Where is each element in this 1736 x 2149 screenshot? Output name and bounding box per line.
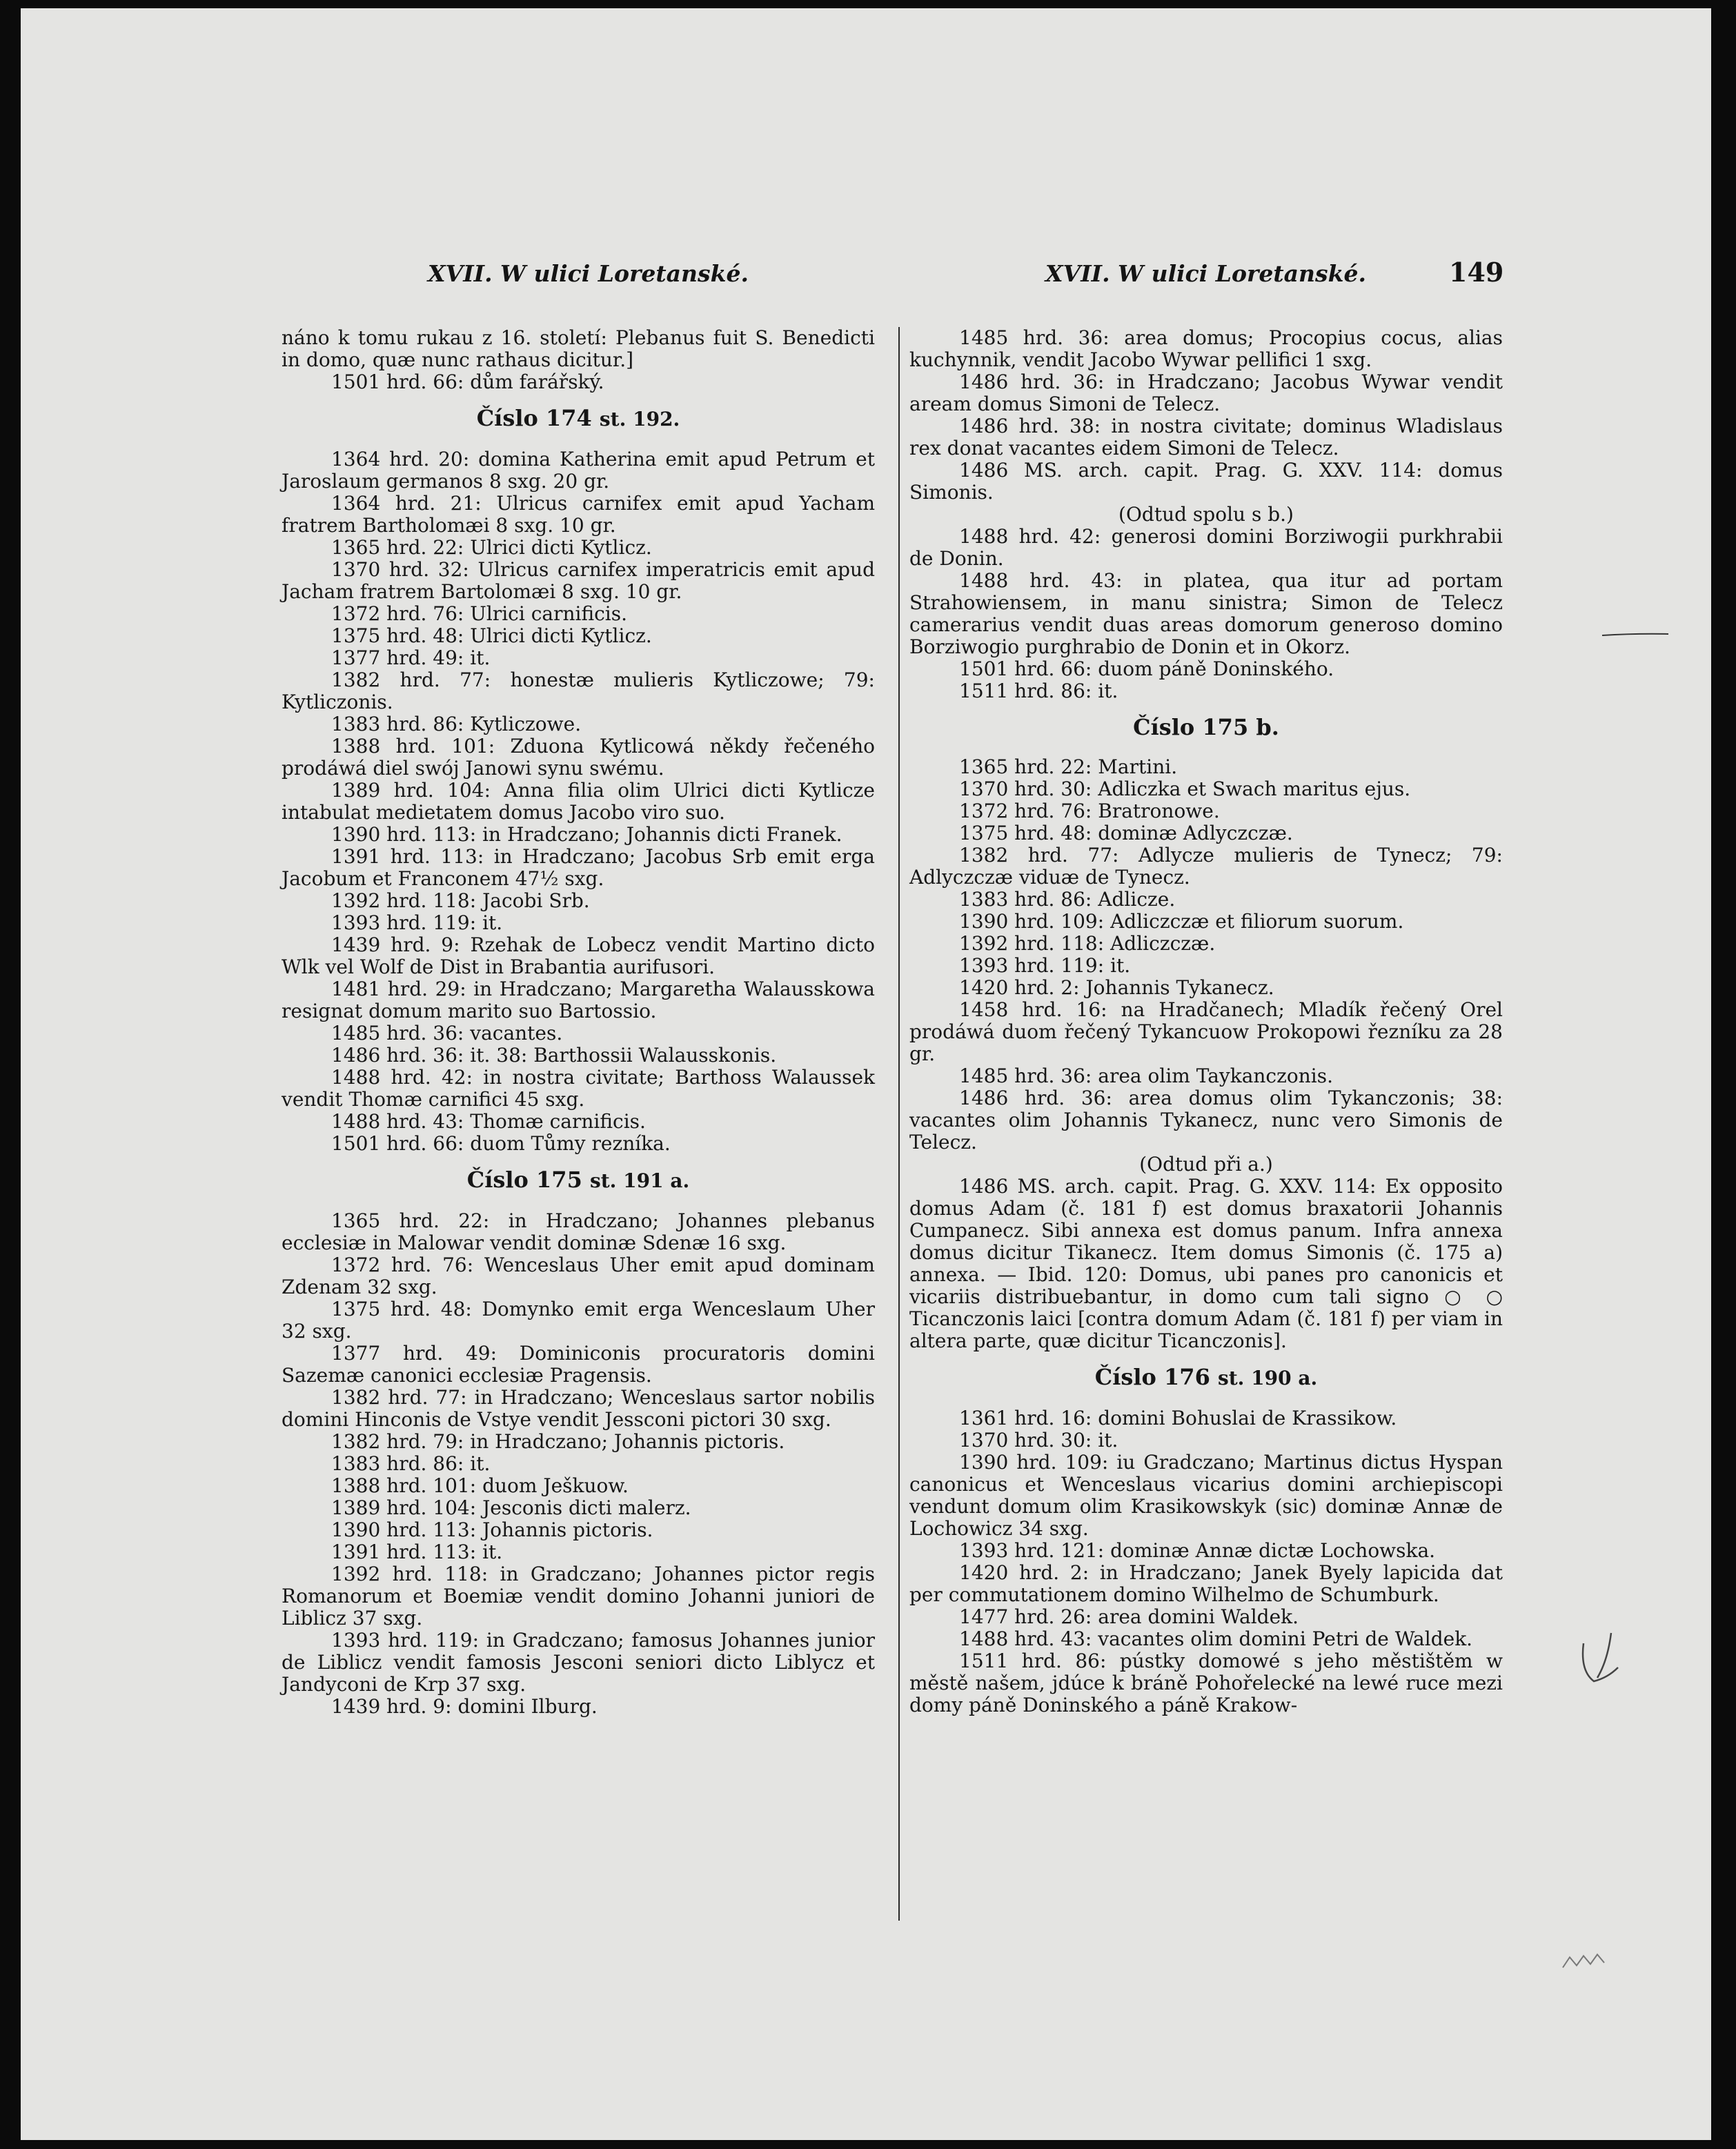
pencil-mark-icon	[1601, 633, 1670, 637]
entry: 1365 hrd. 22: in Hradczano; Johannes plebanus ecclesiæ in Malowar vendit dominæ Sdenæ 16 sxg.	[282, 1209, 875, 1254]
entry: 1375 hrd. 48: Domynko emit erga Wenceslaum Uher 32 sxg.	[282, 1298, 875, 1343]
left-column	[282, 327, 875, 1718]
entry: 1370 hrd. 30: it.	[959, 1429, 1118, 1452]
entry: 1372 hrd. 76: Ulrici carnificis.	[331, 602, 628, 625]
entry: 1365 hrd. 22: Martini.	[959, 755, 1178, 778]
entry: 1364 hrd. 20: domina Katherina emit apud Petrum et Jaroslaum germanos 8 sxg. 20 gr.	[282, 448, 875, 493]
entry: 1389 hrd. 104: Jesconis dicti malerz.	[331, 1496, 691, 1519]
entry: 1375 hrd. 48: dominæ Adlyczczæ.	[959, 822, 1293, 844]
entry: 1372 hrd. 76: Wenceslaus Uher emit apud dominam Zdenam 32 sxg.	[282, 1254, 875, 1298]
entry: 1390 hrd. 113: in Hradczano; Johannis dicti Franek.	[331, 823, 842, 846]
intro-line: 1501 hrd. 66: dům farářský.	[331, 370, 604, 393]
entry-list	[909, 327, 1503, 504]
entry: 1486 hrd. 38: in nostra civitate; dominus Wladislaus rex donat vacantes eidem Simoni de Telecz.	[909, 415, 1503, 459]
intro-line: náno k tomu rukau z 16. století: Plebanus fuit S. Benedicti in domo, quæ nunc rathaus dicitur.]	[282, 326, 875, 371]
entry: 1392 hrd. 118: Jacobi Srb.	[331, 889, 590, 912]
entry: 1377 hrd. 49: Dominiconis procuratoris domini Sazemæ canonici ecclesiæ Pragensis.	[282, 1342, 875, 1387]
entry: 1486 hrd. 36: in Hradczano; Jacobus Wywar vendit aream domus Simoni de Telecz.	[909, 370, 1503, 415]
entry: 1390 hrd. 109: iu Gradczano; Martinus dictus Hyspan canonicus et Wenceslaus vicarius domini archiepiscopi vendunt domum olim Krasikowskyk (sic) dominæ Annæ de Lochowicz 34 sxg.	[909, 1451, 1503, 1540]
running-header-right: XVII. W ulici Loretanské.	[1045, 260, 1366, 287]
entry: 1370 hrd. 32: Ulricus carnifex imperatricis emit apud Jacham fratrem Bartolomæi 8 sxg. 10 gr.	[282, 558, 875, 603]
entry: 1382 hrd. 77: Adlycze mulieris de Tynecz; 79: Adlyczczæ viduæ de Tynecz.	[909, 844, 1503, 889]
page-number: 149	[1449, 257, 1504, 288]
entry-list	[909, 756, 1503, 1153]
entry: 1383 hrd. 86: Adlicze.	[959, 888, 1176, 911]
entry: 1485 hrd. 36: vacantes.	[331, 1022, 563, 1044]
pencil-check-icon	[1570, 1630, 1632, 1699]
entry: 1375 hrd. 48: Ulrici dicti Kytlicz.	[331, 624, 652, 647]
entry: 1439 hrd. 9: domini Ilburg.	[331, 1695, 598, 1718]
column-divider	[898, 327, 900, 1921]
entry: 1365 hrd. 22: Ulrici dicti Kytlicz.	[331, 536, 652, 559]
entry: 1389 hrd. 104: Anna filia olim Ulrici dicti Kytlicze intabulat medietatem domus Jacobo viro suo.	[282, 779, 875, 824]
entry: 1393 hrd. 119: it.	[331, 911, 503, 934]
entry: 1370 hrd. 30: Adliczka et Swach maritus ejus.	[959, 778, 1411, 800]
section-heading	[282, 1169, 875, 1192]
ink-smudge-icon	[1559, 1950, 1608, 1971]
entry: 1420 hrd. 2: Johannis Tykanecz.	[959, 976, 1274, 999]
entry: 1372 hrd. 76: Bratronowe.	[959, 800, 1220, 822]
entry: 1481 hrd. 29: in Hradczano; Margaretha Walausskowa resignat domum marito suo Bartossio.	[282, 978, 875, 1022]
entry: 1393 hrd. 119: in Gradczano; famosus Johannes junior de Liblicz vendit famosis Jesconi seniori dicto Liblycz et Jandyconi de Krp 37 sxg.	[282, 1629, 875, 1696]
entry: 1488 hrd. 43: in platea, qua itur ad portam Strahowiensem, in manu sinistra; Simon de Telecz camerarius vendit duas areas domorum generoso domino Borziwogio purghrabio de Donin et in Okorz.	[909, 569, 1503, 658]
section-st: st. 190 a.	[1217, 1367, 1318, 1389]
entry: 1458 hrd. 16: na Hradčanech; Mladík řečený Orel prodáwá duom řečený Tykancuow Prokopowi řezníku za 28 gr.	[909, 998, 1503, 1065]
entry: 1361 hrd. 16: domini Bohuslai de Krassikow.	[959, 1407, 1397, 1429]
entry-list	[282, 1210, 875, 1718]
entry: 1393 hrd. 119: it.	[959, 954, 1131, 977]
right-column	[909, 327, 1503, 1716]
entry: 1364 hrd. 21: Ulricus carnifex emit apud Yacham fratrem Bartholomæi 8 sxg. 10 gr.	[282, 492, 875, 537]
entry-list	[282, 448, 875, 1155]
entry: 1501 hrd. 66: duom páně Doninského.	[959, 657, 1334, 680]
entry: 1391 hrd. 113: it.	[331, 1541, 503, 1563]
entry: 1488 hrd. 42: in nostra civitate; Barthoss Walaussek vendit Thomæ carnifici 45 sxg.	[282, 1066, 875, 1111]
section-heading	[282, 407, 875, 430]
section-title: Číslo 174	[476, 405, 592, 431]
entry: 1486 MS. arch. capit. Prag. G. XXV. 114: Ex opposito domus Adam (č. 181 f) est domus braxatorii Johannis Cumpanecz. Sibi annexa est domus panum. Infra annexa domus dicitur Tikanecz. Item domus Simonis (č. 175 a) annexa. — Ibid. 120: Domus, ubi panes pro canonicis et vicariis distribuebantur, in domo cum tali signo ○ ○ Ticanczonis laici [contra domum Adam (č. 181 f) per viam in altera parte, quæ dicitur Ticanczonis].	[909, 1175, 1503, 1352]
section-st: st. 191 a.	[589, 1169, 690, 1192]
entry: 1488 hrd. 42: generosi domini Borziwogii purkhrabii de Donin.	[909, 525, 1503, 570]
entry: 1488 hrd. 43: Thomæ carnificis.	[331, 1110, 646, 1133]
section-heading	[909, 1366, 1503, 1389]
note: (Odtud spolu s b.)	[1118, 503, 1294, 526]
section-title: Číslo 175 b.	[1133, 714, 1279, 740]
entry-list	[909, 1407, 1503, 1716]
entry: 1388 hrd. 101: Zduona Kytlicowá někdy řečeného prodáwá diel swój Janowi synu swému.	[282, 735, 875, 780]
entry: 1383 hrd. 86: it.	[331, 1452, 491, 1475]
entry: 1390 hrd. 113: Johannis pictoris.	[331, 1518, 653, 1541]
section-title: Číslo 176	[1094, 1364, 1210, 1390]
note: (Odtud při a.)	[1139, 1153, 1273, 1176]
entry: 1420 hrd. 2: in Hradczano; Janek Byely lapicida dat per commutationem domino Wilhelmo de Schumburk.	[909, 1561, 1503, 1606]
entry: 1382 hrd. 77: in Hradczano; Wenceslaus sartor nobilis domini Hinconis de Vstye vendit Jessconi pictori 30 sxg.	[282, 1386, 875, 1431]
entry: 1382 hrd. 79: in Hradczano; Johannis pictoris.	[331, 1430, 785, 1453]
entry: 1391 hrd. 113: in Hradczano; Jacobus Srb emit erga Jacobum et Franconem 47½ sxg.	[282, 845, 875, 890]
entry: 1377 hrd. 49: it.	[331, 646, 491, 669]
section-title: Číslo 175	[466, 1167, 582, 1193]
entry: 1392 hrd. 118: Adliczczæ.	[959, 932, 1216, 955]
entry: 1383 hrd. 86: Kytliczowe.	[331, 713, 582, 735]
entry: 1511 hrd. 86: pústky domowé s jeho městištěm w městě našem, jdúce k bráně Pohořelecké na lewé ruce mezi domy páně Doninského a páně Krakow-	[909, 1650, 1503, 1716]
section-st: st. 192.	[599, 408, 680, 430]
entry: 1392 hrd. 118: in Gradczano; Johannes pictor regis Romanorum et Boemiæ vendit domino Johanni juniori de Liblicz 37 sxg.	[282, 1563, 875, 1630]
entry: 1486 hrd. 36: it. 38: Barthossii Walausskonis.	[331, 1044, 777, 1067]
entry: 1393 hrd. 121: dominæ Annæ dictæ Lochowska.	[959, 1539, 1436, 1562]
entry: 1488 hrd. 43: vacantes olim domini Petri de Waldek.	[959, 1627, 1473, 1650]
entry: 1388 hrd. 101: duom Ješkuow.	[331, 1474, 629, 1497]
section-heading	[909, 716, 1503, 738]
entry: 1486 MS. arch. capit. Prag. G. XXV. 114: domus Simonis.	[909, 459, 1503, 504]
entry: 1390 hrd. 109: Adliczczæ et filiorum suorum.	[959, 910, 1404, 933]
entry: 1485 hrd. 36: area olim Taykanczonis.	[959, 1064, 1333, 1087]
entry-list	[909, 526, 1503, 702]
scanned-page	[21, 8, 1711, 2140]
entry: 1382 hrd. 77: honestæ mulieris Kytliczowe; 79: Kytliczonis.	[282, 669, 875, 713]
entry: 1485 hrd. 36: area domus; Procopius cocus, alias kuchynnik, vendit Jacobo Wywar pellifici 1 sxg.	[909, 326, 1503, 371]
running-header-left: XVII. W ulici Loretanské.	[428, 260, 749, 287]
entry: 1477 hrd. 26: area domini Waldek.	[959, 1605, 1299, 1628]
entry: 1511 hrd. 86: it.	[959, 680, 1118, 702]
entry: 1486 hrd. 36: area domus olim Tykanczonis; 38: vacantes olim Johannis Tykanecz, nunc vero Simonis de Telecz.	[909, 1087, 1503, 1153]
entry: 1439 hrd. 9: Rzehak de Lobecz vendit Martino dicto Wlk vel Wolf de Dist in Brabantia aurifusori.	[282, 933, 875, 978]
entry: 1501 hrd. 66: duom Tůmy rezníka.	[331, 1132, 671, 1155]
